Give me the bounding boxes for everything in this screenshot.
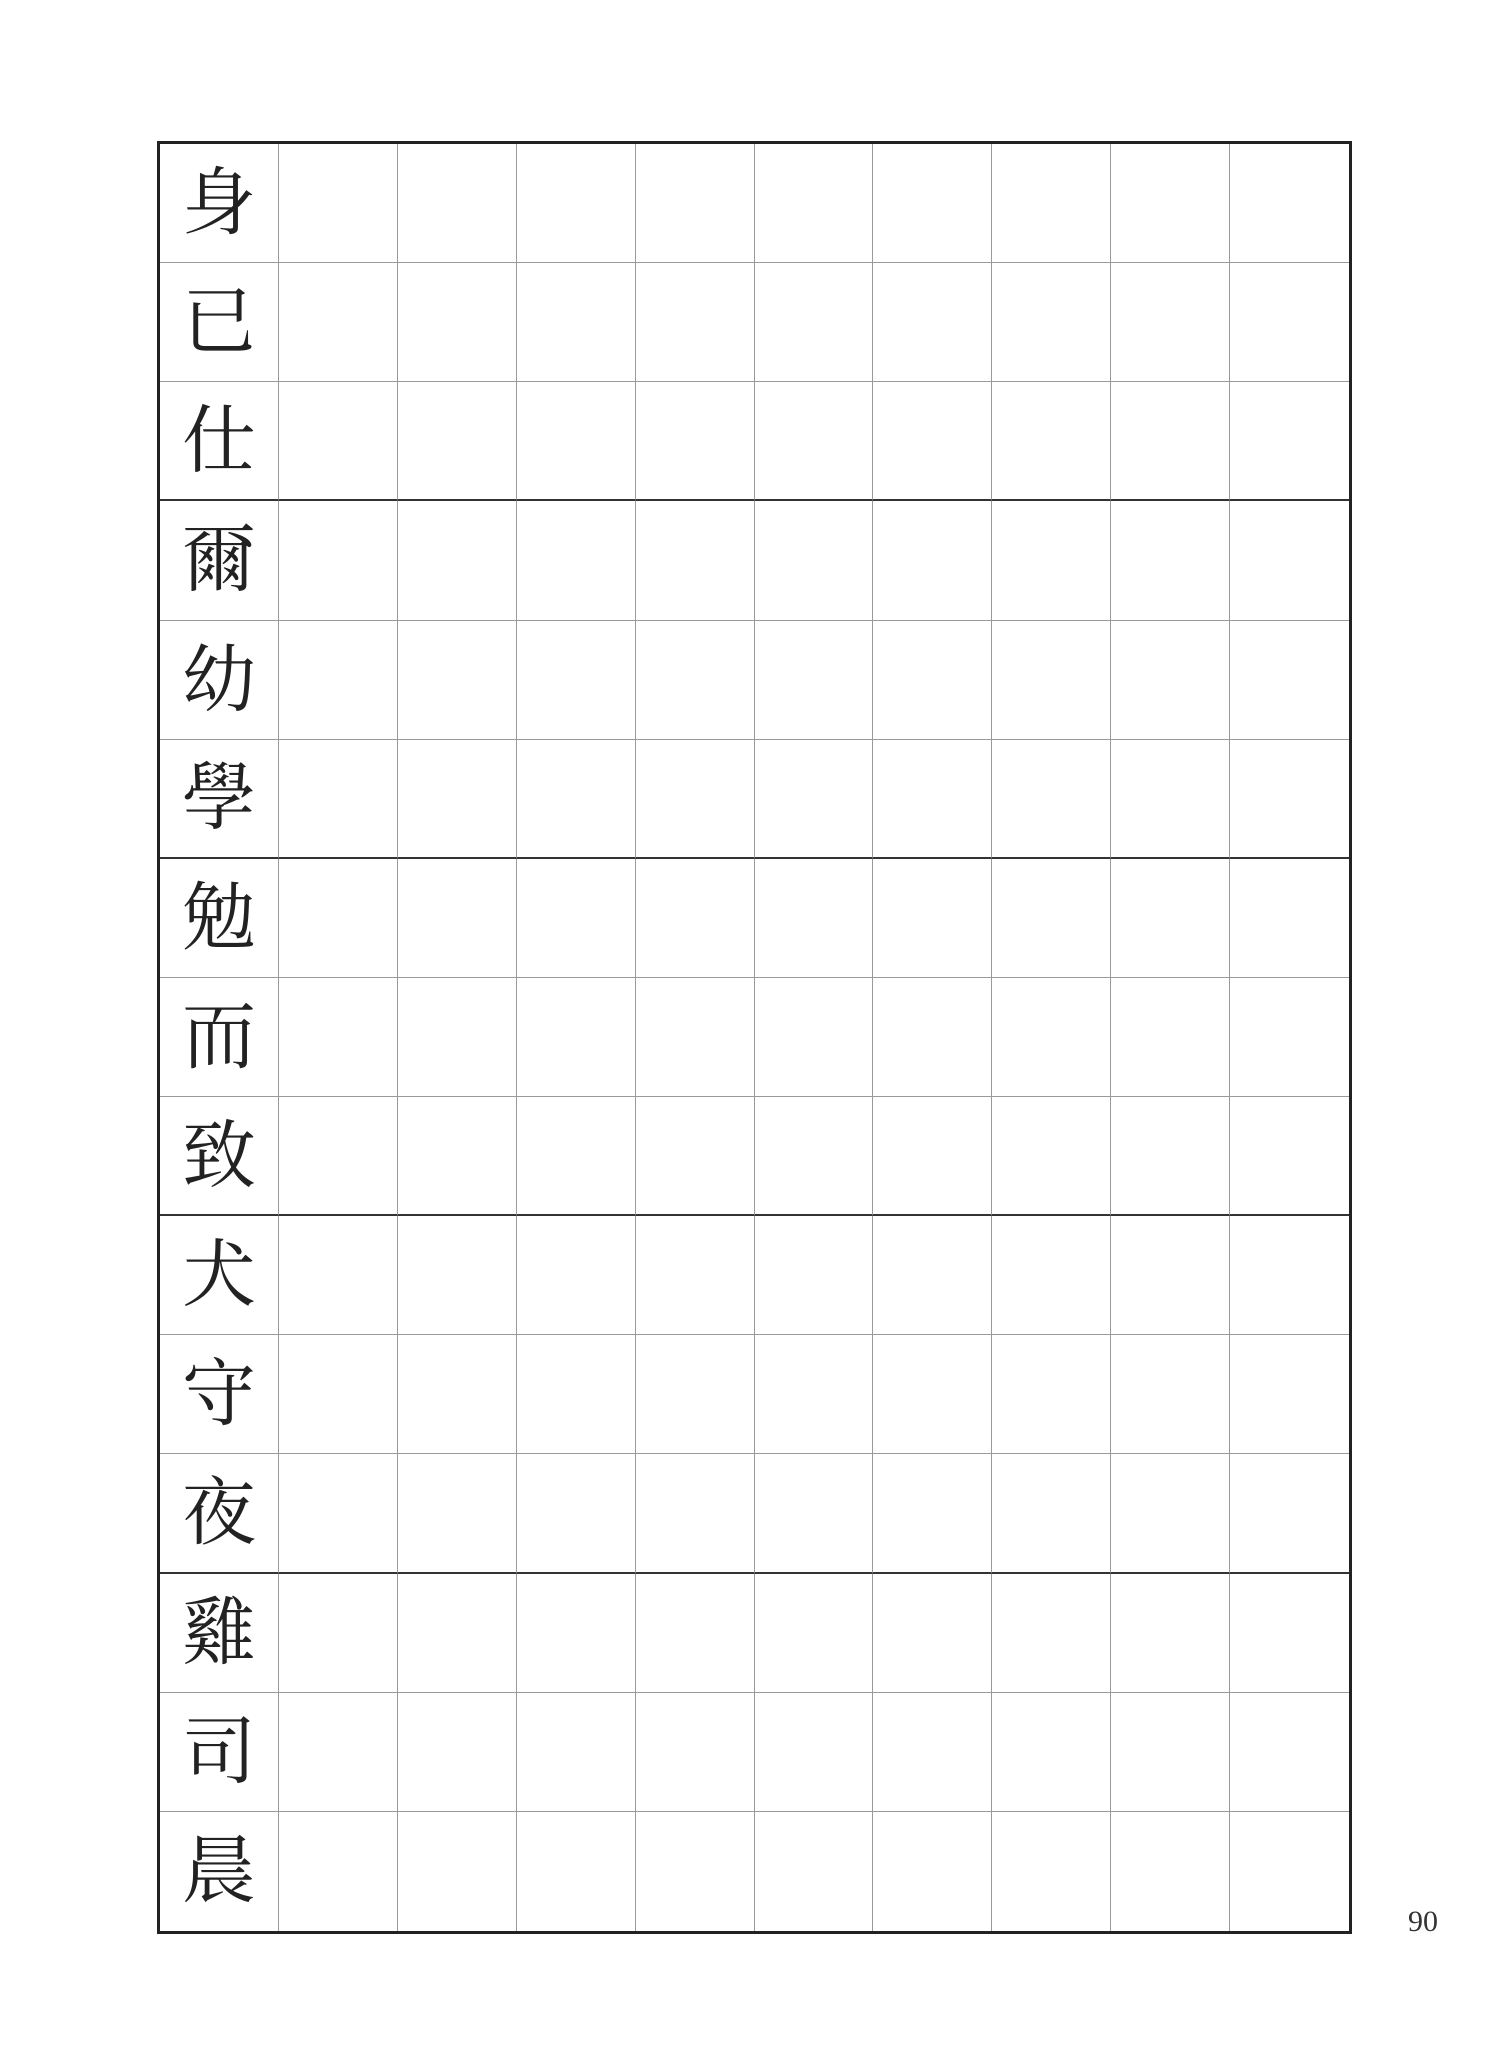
practice-cell xyxy=(755,621,874,740)
practice-cell xyxy=(1111,501,1230,620)
model-character-cell: 雞 xyxy=(160,1574,279,1693)
practice-cell xyxy=(1111,621,1230,740)
practice-cell xyxy=(398,144,517,263)
practice-cell xyxy=(636,621,755,740)
practice-cell xyxy=(1230,382,1349,501)
practice-cell xyxy=(873,382,992,501)
practice-cell xyxy=(1111,1812,1230,1931)
practice-cell xyxy=(279,1097,398,1216)
practice-cell xyxy=(517,740,636,859)
model-character-cell: 爾 xyxy=(160,501,279,620)
practice-cell xyxy=(517,1216,636,1335)
practice-cell xyxy=(1111,978,1230,1097)
practice-cell xyxy=(398,1693,517,1812)
practice-cell xyxy=(992,501,1111,620)
practice-cell xyxy=(398,1097,517,1216)
practice-cell xyxy=(755,1812,874,1931)
practice-cell xyxy=(1230,1454,1349,1573)
practice-cell xyxy=(398,978,517,1097)
practice-cell xyxy=(517,1335,636,1454)
practice-cell xyxy=(279,978,398,1097)
model-character-cell: 守 xyxy=(160,1335,279,1454)
practice-cell xyxy=(279,621,398,740)
practice-cell xyxy=(1111,1097,1230,1216)
practice-cell xyxy=(873,740,992,859)
practice-cell xyxy=(517,501,636,620)
practice-cell xyxy=(755,144,874,263)
model-character-cell: 致 xyxy=(160,1097,279,1216)
practice-cell xyxy=(873,621,992,740)
model-character-cell: 犬 xyxy=(160,1216,279,1335)
practice-cell xyxy=(873,1574,992,1693)
practice-cell xyxy=(992,740,1111,859)
practice-cell xyxy=(1111,859,1230,978)
practice-cell xyxy=(755,1097,874,1216)
practice-cell xyxy=(755,1574,874,1693)
practice-cell xyxy=(279,1574,398,1693)
practice-cell xyxy=(1230,144,1349,263)
practice-cell xyxy=(398,859,517,978)
practice-cell xyxy=(517,978,636,1097)
model-character-cell: 身 xyxy=(160,144,279,263)
practice-cell xyxy=(398,1574,517,1693)
model-character-cell: 夜 xyxy=(160,1454,279,1573)
practice-cell xyxy=(398,263,517,382)
practice-cell xyxy=(636,1216,755,1335)
practice-cell xyxy=(1230,263,1349,382)
practice-cell xyxy=(1111,263,1230,382)
practice-cell xyxy=(992,1454,1111,1573)
practice-cell xyxy=(1230,501,1349,620)
practice-cell xyxy=(517,859,636,978)
practice-cell xyxy=(636,740,755,859)
practice-cell xyxy=(636,144,755,263)
practice-cell xyxy=(517,1097,636,1216)
practice-cell xyxy=(992,1216,1111,1335)
practice-cell xyxy=(873,978,992,1097)
practice-cell xyxy=(873,1812,992,1931)
practice-cell xyxy=(992,263,1111,382)
practice-cell xyxy=(992,1574,1111,1693)
practice-cell xyxy=(992,859,1111,978)
practice-cell xyxy=(1111,382,1230,501)
practice-cell xyxy=(636,859,755,978)
practice-cell xyxy=(755,1693,874,1812)
practice-cell xyxy=(755,1454,874,1573)
practice-cell xyxy=(755,382,874,501)
practice-cell xyxy=(1111,1216,1230,1335)
practice-cell xyxy=(755,740,874,859)
practice-cell xyxy=(279,144,398,263)
practice-cell xyxy=(992,144,1111,263)
practice-cell xyxy=(1230,621,1349,740)
practice-cell xyxy=(755,859,874,978)
practice-cell xyxy=(517,144,636,263)
practice-cell xyxy=(279,1216,398,1335)
practice-cell xyxy=(636,263,755,382)
practice-cell xyxy=(873,501,992,620)
practice-cell xyxy=(517,621,636,740)
practice-cell xyxy=(992,978,1111,1097)
practice-cell xyxy=(992,382,1111,501)
practice-cell xyxy=(1230,1693,1349,1812)
practice-cell xyxy=(873,263,992,382)
practice-cell xyxy=(279,859,398,978)
practice-cell xyxy=(992,1812,1111,1931)
practice-cell xyxy=(1111,1454,1230,1573)
practice-cell xyxy=(279,1812,398,1931)
practice-cell xyxy=(1111,1574,1230,1693)
practice-cell xyxy=(873,144,992,263)
practice-cell xyxy=(636,382,755,501)
practice-cell xyxy=(1230,978,1349,1097)
practice-cell xyxy=(755,1335,874,1454)
practice-cell xyxy=(1230,1216,1349,1335)
practice-cell xyxy=(398,382,517,501)
practice-cell xyxy=(636,1574,755,1693)
practice-cell xyxy=(517,1454,636,1573)
practice-cell xyxy=(279,263,398,382)
practice-cell xyxy=(1111,1693,1230,1812)
practice-cell xyxy=(992,621,1111,740)
practice-cell xyxy=(398,501,517,620)
practice-cell xyxy=(636,501,755,620)
practice-cell xyxy=(755,501,874,620)
practice-cell xyxy=(873,1216,992,1335)
practice-cell xyxy=(1230,740,1349,859)
practice-cell xyxy=(279,501,398,620)
practice-cell xyxy=(873,1454,992,1573)
model-character-cell: 幼 xyxy=(160,621,279,740)
practice-cell xyxy=(636,1097,755,1216)
model-character-cell: 而 xyxy=(160,978,279,1097)
practice-cell xyxy=(398,1335,517,1454)
practice-cell xyxy=(636,978,755,1097)
practice-cell xyxy=(636,1454,755,1573)
practice-cell xyxy=(398,1216,517,1335)
practice-cell xyxy=(279,1335,398,1454)
practice-cell xyxy=(517,382,636,501)
practice-cell xyxy=(755,1216,874,1335)
practice-cell xyxy=(873,1097,992,1216)
model-character-cell: 已 xyxy=(160,263,279,382)
practice-cell xyxy=(873,1335,992,1454)
practice-cell xyxy=(1230,1097,1349,1216)
practice-cell xyxy=(517,1574,636,1693)
model-character-cell: 司 xyxy=(160,1693,279,1812)
practice-cell xyxy=(398,621,517,740)
practice-cell xyxy=(517,1693,636,1812)
practice-cell xyxy=(1230,1574,1349,1693)
practice-cell xyxy=(992,1335,1111,1454)
practice-cell xyxy=(1111,740,1230,859)
practice-cell xyxy=(992,1693,1111,1812)
practice-cell xyxy=(1230,1812,1349,1931)
practice-cell xyxy=(873,859,992,978)
model-character-cell: 仕 xyxy=(160,382,279,501)
practice-cell xyxy=(1230,1335,1349,1454)
practice-cell xyxy=(992,1097,1111,1216)
practice-cell xyxy=(398,1812,517,1931)
practice-cell xyxy=(517,263,636,382)
practice-cell xyxy=(755,263,874,382)
practice-cell xyxy=(636,1335,755,1454)
practice-cell xyxy=(279,1693,398,1812)
practice-cell xyxy=(279,1454,398,1573)
practice-cell xyxy=(1111,144,1230,263)
practice-cell xyxy=(636,1693,755,1812)
practice-cell xyxy=(636,1812,755,1931)
model-character-cell: 晨 xyxy=(160,1812,279,1931)
practice-cell xyxy=(398,740,517,859)
practice-cell xyxy=(1230,859,1349,978)
practice-cell xyxy=(1111,1335,1230,1454)
model-character-cell: 學 xyxy=(160,740,279,859)
practice-cell xyxy=(755,978,874,1097)
practice-grid xyxy=(157,141,1352,1934)
practice-cell xyxy=(873,1693,992,1812)
practice-cell xyxy=(279,382,398,501)
model-character-cell: 勉 xyxy=(160,859,279,978)
practice-cell xyxy=(398,1454,517,1573)
practice-cell xyxy=(279,740,398,859)
practice-cell xyxy=(517,1812,636,1931)
page-number: 90 xyxy=(1408,1905,1438,1938)
